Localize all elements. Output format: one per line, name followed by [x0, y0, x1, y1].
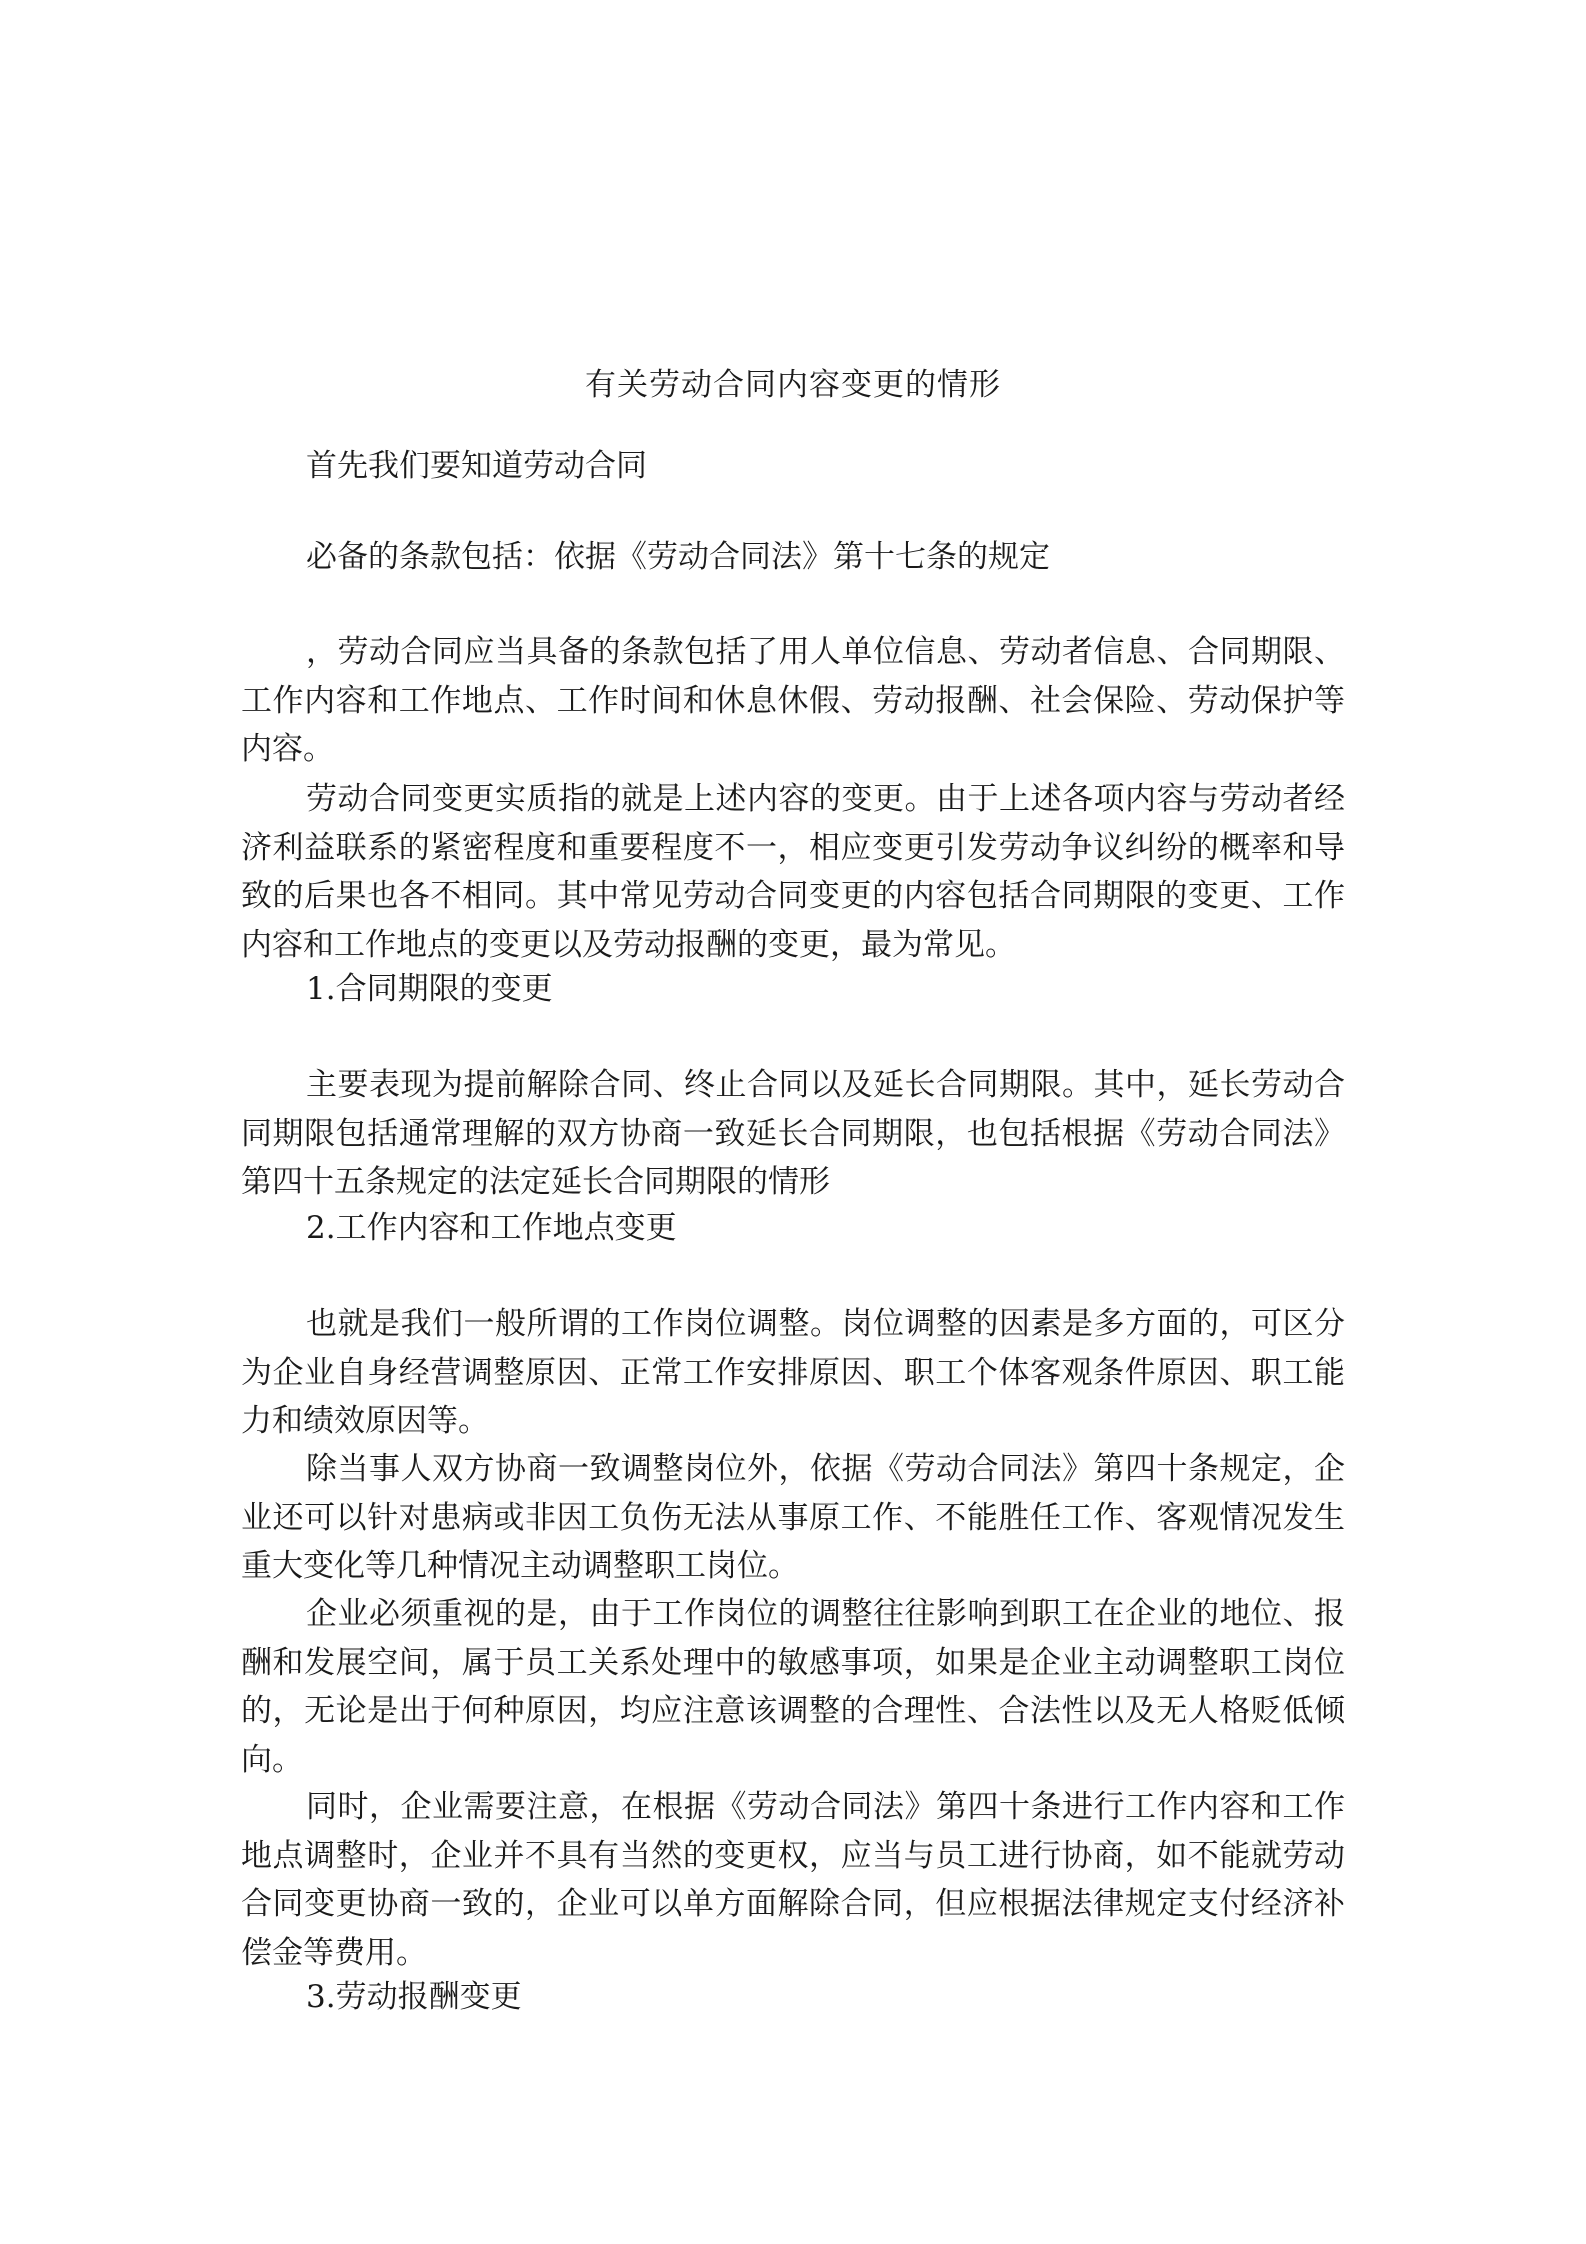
intro-line-1: 首先我们要知道劳动合同 [306, 448, 647, 484]
section-3-heading: 3.劳动报酬变更 [306, 1979, 522, 2015]
section-2-heading: 2.工作内容和工作地点变更 [306, 1210, 677, 1246]
intro-line-2: 必备的条款包括：依据《劳动合同法》第十七条的规定 [306, 539, 1050, 575]
section-2-paragraph-2: 除当事人双方协商一致调整岗位外，依据《劳动合同法》第四十条规定，企业还可以针对患病或非因工负伤无法从事原工作、不能胜任工作、客观情况发生重大变化等几种情况主动调整职工岗位。 [241, 1451, 1345, 1584]
section-1-paragraph: 主要表现为提前解除合同、终止合同以及延长合同期限。其中，延长劳动合同期限包括通常理解的双方协商一致延长合同期限，也包括根据《劳动合同法》第四十五条规定的法定延长合同期限的情形 [241, 1067, 1345, 1200]
section-2-paragraph-3: 企业必须重视的是，由于工作岗位的调整往往影响到职工在企业的地位、报酬和发展空间，属于员工关系处理中的敏感事项，如果是企业主动调整职工岗位的，无论是出于何种原因，均应注意该调整的合理性、合法性以及无人格贬低倾向。 [241, 1596, 1345, 1778]
paragraph-change-essence: 劳动合同变更实质指的就是上述内容的变更。由于上述各项内容与劳动者经济利益联系的紧密程度和重要程度不一，相应变更引发劳动争议纠纷的概率和导致的后果也各不相同。其中常见劳动合同变更的内容包括合同期限的变更、工作内容和工作地点的变更以及劳动报酬的变更，最为常见。 [241, 781, 1345, 963]
section-2-paragraph-4: 同时，企业需要注意，在根据《劳动合同法》第四十条进行工作内容和工作地点调整时，企业并不具有当然的变更权，应当与员工进行协商，如不能就劳动合同变更协商一致的，企业可以单方面解除合同，但应根据法律规定支付经济补偿金等费用。 [241, 1789, 1345, 1971]
section-1-heading: 1.合同期限的变更 [306, 971, 553, 1007]
paragraph-required-clauses: ，劳动合同应当具备的条款包括了用人单位信息、劳动者信息、合同期限、工作内容和工作地点、工作时间和休息休假、劳动报酬、社会保险、劳动保护等内容。 [241, 634, 1345, 767]
document-title: 有关劳动合同内容变更的情形 [585, 367, 1001, 403]
section-2-paragraph-1: 也就是我们一般所谓的工作岗位调整。岗位调整的因素是多方面的，可区分为企业自身经营调整原因、正常工作安排原因、职工个体客观条件原因、职工能力和绩效原因等。 [241, 1306, 1345, 1439]
